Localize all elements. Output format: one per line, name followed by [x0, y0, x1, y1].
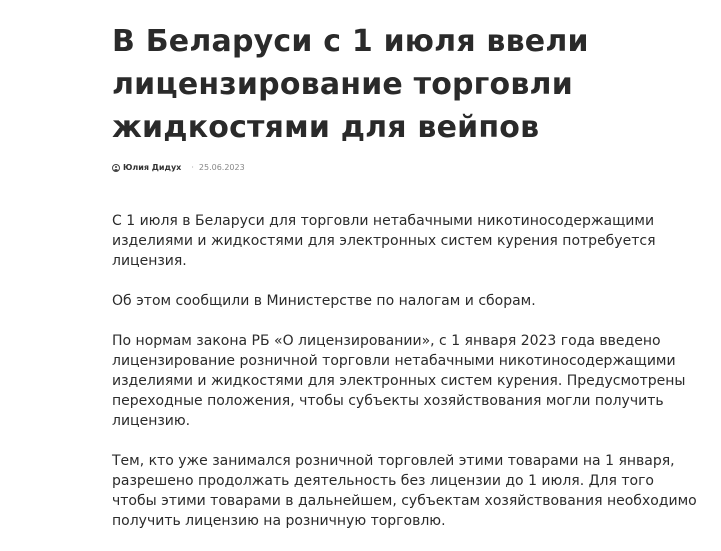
date-separator: ·: [191, 163, 194, 172]
article-paragraph: Тем, кто уже занимался розничной торговлей этими товарами на 1 января, разрешено продолжать деятельность без лицензии до 1 июля. Для того чтобы этими товарами в дальнейшем, субъектам хозяйствования необходимо получить лицензию на розничную торговлю.: [112, 453, 697, 529]
article-paragraph: По нормам закона РБ «О лицензировании», с 1 января 2023 года введено лицензирование розничной торговли нетабачными никотиносодержащими изделиями и жидкостями для электронных систем курения. Предусмотрены переходные положения, чтобы субъекты хозяйствования могли получить лицензию.: [112, 333, 686, 429]
article-author[interactable]: Юлия Дидух: [123, 163, 182, 172]
author-icon: [112, 164, 120, 172]
article-body: [112, 211, 702, 531]
article-date: 25.06.2023: [198, 163, 245, 172]
article: [112, 20, 702, 551]
article-paragraph: С 1 июля в Беларуси для торговли нетабачными никотиносодержащими изделиями и жидкостями для электронных систем курения потребуется лицензия.: [112, 213, 656, 269]
article-meta: [112, 163, 702, 172]
article-paragraph: Об этом сообщили в Министерстве по налогам и сборам.: [112, 293, 536, 309]
article-headline: В Беларуси с 1 июля ввели лицензирование торговли жидкостями для вейпов: [112, 24, 589, 145]
